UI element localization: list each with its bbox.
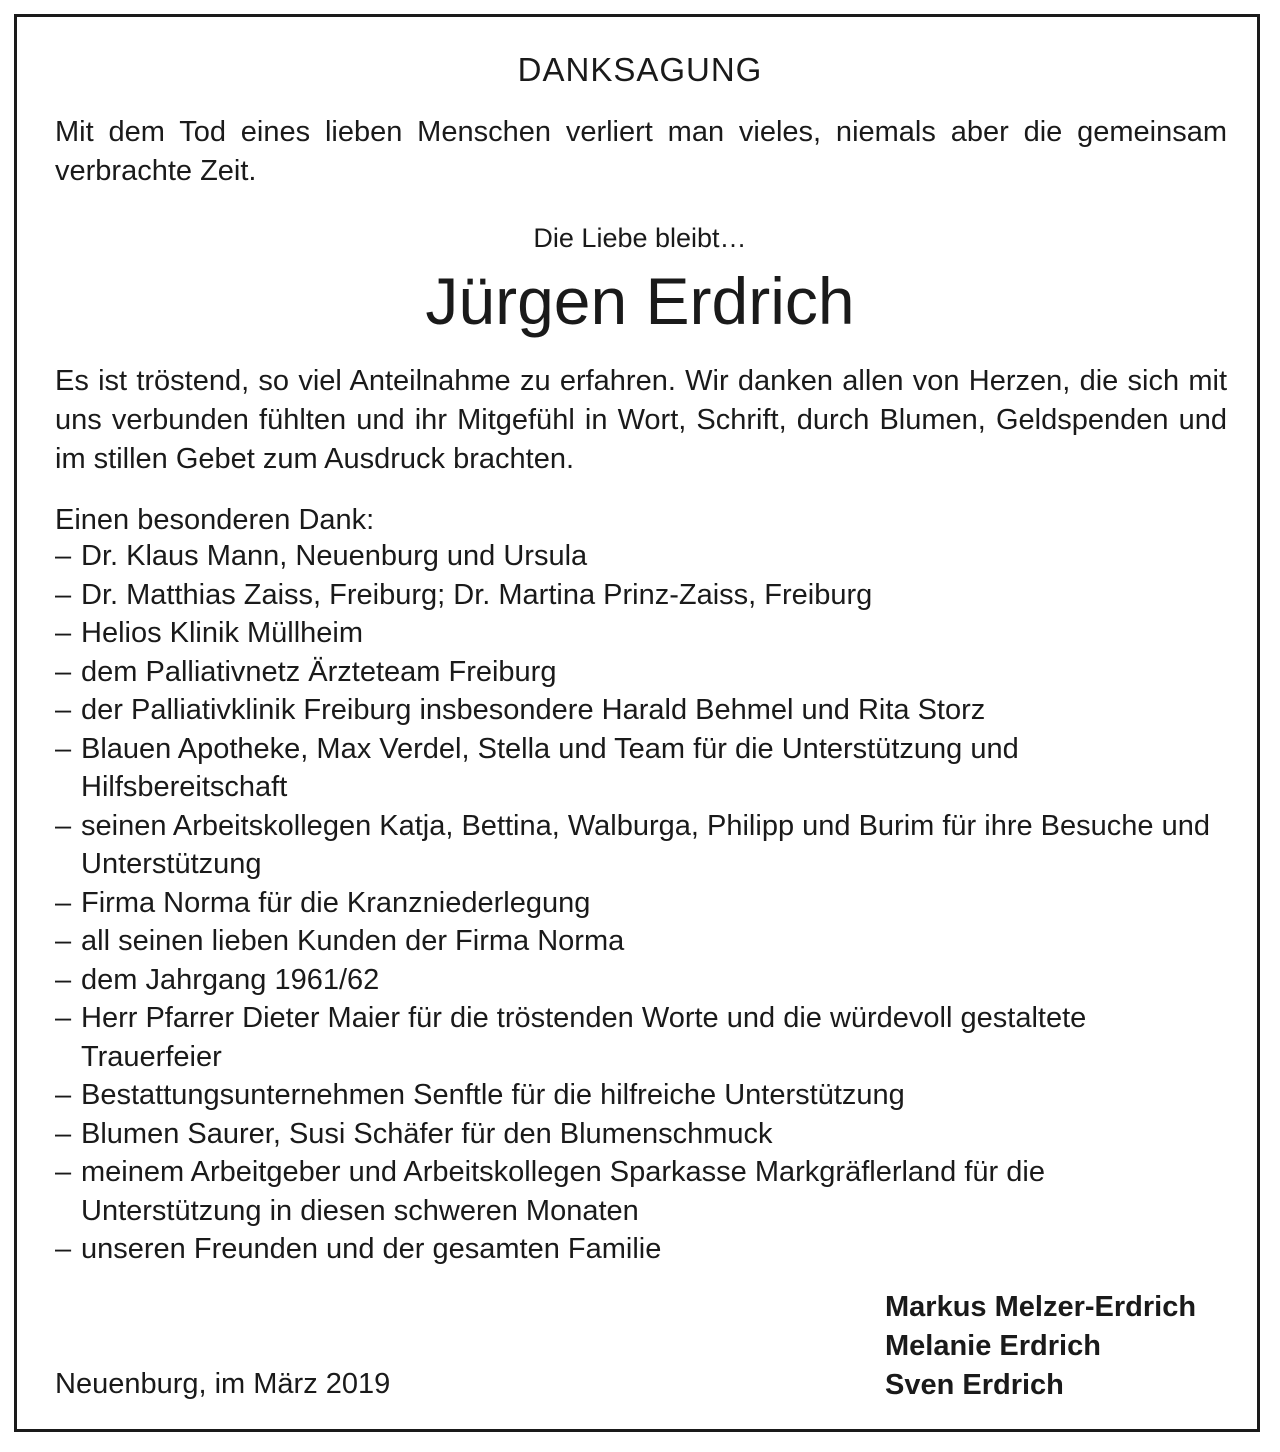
place-and-date: Neuenburg, im März 2019 [55, 1368, 391, 1400]
list-dash: – [55, 1079, 72, 1111]
thanks-paragraph: Es ist tröstend, so viel Anteilnahme zu erfahren. Wir danken allen von Herzen, die sich mit uns verbunden fühlten und ihr Mitgefühl in Wort, Schrift, durch Blumen, Geldspenden und im stillen Gebet zum Ausdruck brachten. [55, 365, 1227, 475]
list-dash: – [55, 1233, 72, 1265]
motto-line: Die Liebe bleibt… [533, 223, 747, 253]
list-item [55, 1230, 1230, 1269]
list-dash: – [55, 925, 72, 957]
list-dash: – [55, 732, 72, 765]
list-dash: – [55, 578, 72, 611]
list-dash: – [55, 809, 72, 842]
list-item [55, 1153, 1230, 1230]
special-thanks-heading: Einen besonderen Dank: [55, 504, 375, 536]
signature-name: Sven Erdrich [885, 1369, 1064, 1401]
list-dash: – [55, 694, 72, 726]
signatures-block [885, 1288, 1196, 1405]
list-item-text: meinem Arbeitgeber und Arbeitskollegen Sparkasse Markgräflerland für die Unterstützung in diesen schweren Monaten [81, 1156, 1045, 1227]
list-item-text: der Palliativklinik Freiburg insbesondere Harald Behmel und Rita Storz [81, 694, 986, 726]
list-item [55, 807, 1230, 884]
list-dash: – [55, 1156, 72, 1188]
list-item [55, 537, 1230, 576]
list-item [55, 1115, 1230, 1154]
list-item [55, 1076, 1230, 1115]
notice-heading: DANKSAGUNG [517, 51, 763, 88]
list-item-text: all seinen lieben Kunden der Firma Norma [81, 925, 625, 957]
list-item-text: Bestattungsunternehmen Senftle für die hilfreiche Unterstützung [81, 1079, 905, 1111]
list-item [55, 961, 1230, 1000]
list-item-text: Helios Klinik Müllheim [81, 617, 364, 649]
signature-name: Markus Melzer-Erdrich [885, 1291, 1197, 1323]
list-item [55, 922, 1230, 961]
list-item [55, 999, 1230, 1076]
list-item-text: Herr Pfarrer Dieter Maier für die tröstenden Worte und die würdevoll gestaltete Trauerfeier [81, 1002, 1087, 1073]
list-item-text: unseren Freunden und der gesamten Familie [81, 1233, 662, 1265]
list-item [55, 884, 1230, 923]
list-item [55, 730, 1230, 807]
list-item-text: Blauen Apotheke, Max Verdel, Stella und Team für die Unterstützung und Hilfsbereitschaft [81, 732, 1019, 803]
list-item-text: seinen Arbeitskollegen Katja, Bettina, Walburga, Philipp und Burim für ihre Besuche und Unterstützung [81, 809, 1210, 880]
signature-name: Melanie Erdrich [885, 1330, 1101, 1362]
list-dash: – [55, 1002, 72, 1034]
list-item [55, 653, 1230, 692]
special-thanks-list [55, 537, 1230, 1269]
deceased-name: Jürgen Erdrich [425, 264, 855, 338]
list-item-text: Dr. Klaus Mann, Neuenburg und Ursula [81, 540, 588, 572]
list-dash: – [55, 963, 72, 996]
list-dash: – [55, 540, 72, 572]
list-item-text: Blumen Saurer, Susi Schäfer für den Blumenschmuck [81, 1117, 773, 1150]
list-item [55, 614, 1230, 653]
list-item-text: dem Palliativnetz Ärzteteam Freiburg [81, 655, 557, 688]
list-item [55, 576, 1230, 615]
list-dash: – [55, 655, 72, 688]
list-item [55, 691, 1230, 730]
list-item-text: Dr. Matthias Zaiss, Freiburg; Dr. Martina Prinz-Zaiss, Freiburg [81, 578, 873, 611]
list-dash: – [55, 886, 72, 919]
intro-quote: Mit dem Tod eines lieben Menschen verliert man vieles, niemals aber die gemeinsam verbrachte Zeit. [55, 116, 1227, 187]
list-dash: – [55, 1117, 72, 1150]
list-dash: – [55, 617, 72, 649]
list-item-text: dem Jahrgang 1961/62 [81, 963, 380, 996]
list-item-text: Firma Norma für die Kranzniederlegung [81, 886, 591, 919]
